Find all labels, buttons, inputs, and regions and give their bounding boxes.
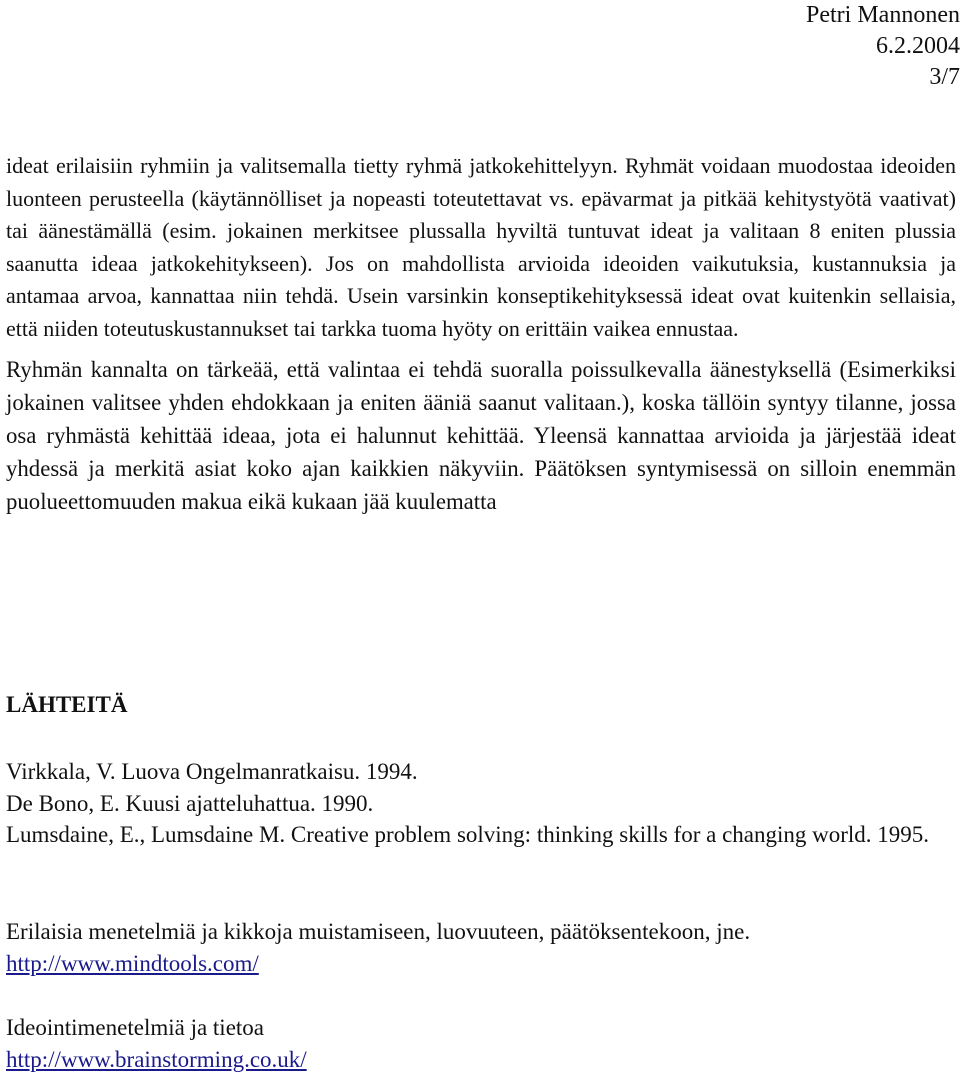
body-text bbox=[6, 150, 956, 518]
book-reference-item: Virkkala, V. Luova Ongelmanratkaisu. 1994. bbox=[6, 759, 418, 784]
web-reference-brainstorming bbox=[6, 1012, 956, 1075]
header-author: Petri Mannonen bbox=[806, 2, 960, 28]
mindtools-link[interactable]: http://www.mindtools.com/ bbox=[6, 950, 259, 976]
web-reference-description: Ideointimenetelmiä ja tietoa bbox=[6, 1015, 265, 1040]
references-section bbox=[6, 690, 956, 1072]
header-page-number: 3/7 bbox=[929, 64, 960, 90]
paragraph-grouping-ideas: ideat erilaisiin ryhmiin ja valitsemalla tietty ryhmä jatkokehittelyyn. Ryhmät voidaan muodostaa ideoiden luonteen perusteella (käytännölliset ja nopeasti toteutettavat vs. epävarmat ja pitkää kehitystyötä vaativat) tai äänestämällä (esim. jokainen merkitsee plussalla hyviltä tuntuvat ideat ja valitaan 8 eniten plussia saanutta ideaa jatkokehitykseen). Jos on mahdollista arvioida ideoiden vaikutuksia, kustannuksia ja antamaa arvoa, kannattaa niin tehdä. Usein varsinkin konseptikehityksessä ideat ovat kuitenkin sellaisia, että niiden toteutuskustannukset tai tarkka tuoma hyöty on erittäin vaikea ennustaa. bbox=[6, 153, 956, 341]
brainstorming-link[interactable]: http://www.brainstorming.co.uk/ bbox=[6, 1046, 307, 1072]
web-reference-description: Erilaisia menetelmiä ja kikkoja muistamiseen, luovuuteen, päätöksentekoon, jne. bbox=[6, 919, 751, 944]
web-reference-mindtools bbox=[6, 916, 956, 979]
book-reference-item: Lumsdaine, E., Lumsdaine M. Creative problem solving: thinking skills for a changing world. 1995. bbox=[6, 822, 930, 847]
book-references bbox=[6, 756, 956, 851]
paragraph-group-decision: Ryhmän kannalta on tärkeää, että valintaa ei tehdä suoralla poissulkevalla äänestyksellä (Esimerkiksi jokainen valitsee yhden ehdokkaan ja eniten ääniä saanut valitaan.), koska tällöin syntyy tilanne, jossa osa ryhmästä kehittää ideaa, jota ei halunnut kehittää. Yleensä kannattaa arvioida ja järjestää ideat yhdessä ja merkitä asiat koko ajan kaikkien näkyviin. Päätöksen syntymisessä on silloin enemmän puolueettomuuden makua eikä kukaan jää kuulematta bbox=[6, 357, 956, 514]
page-header bbox=[560, 0, 960, 93]
book-reference-item: De Bono, E. Kuusi ajatteluhattua. 1990. bbox=[6, 790, 374, 816]
header-date: 6.2.2004 bbox=[876, 33, 960, 59]
references-heading: LÄHTEITÄ bbox=[6, 692, 128, 717]
